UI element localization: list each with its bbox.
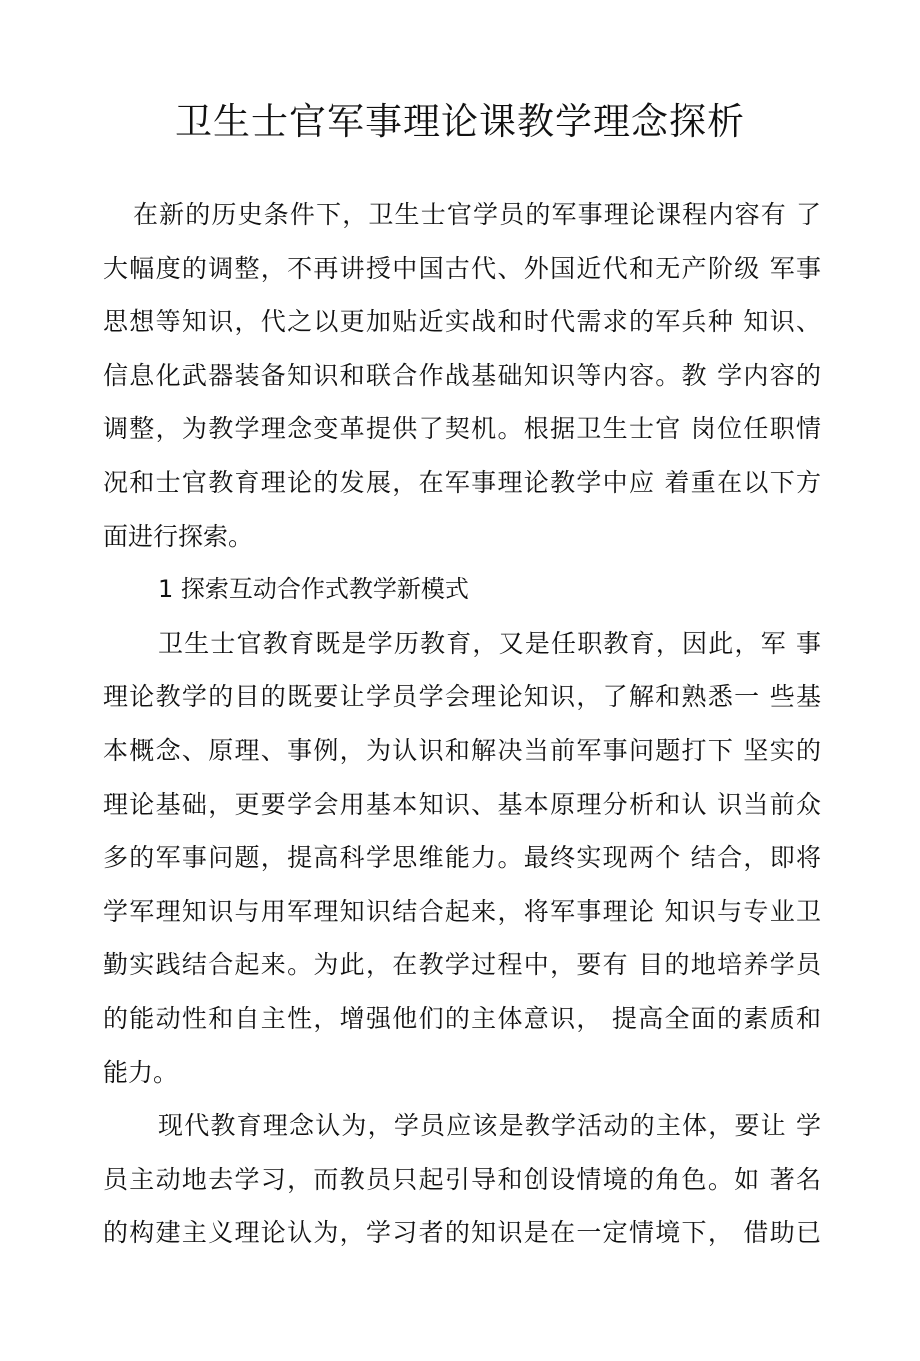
text-line: 勤实践结合起来。为此，在教学过程中，要有 目的地培养学员: [103, 950, 821, 980]
text-line: 现代教育理念认为，学员应该是教学活动的主体，要让 学: [158, 1111, 821, 1141]
text-line: 调整，为教学理念变革提供了契机。根据卫生士官 岗位任职情: [103, 414, 821, 444]
text-line: 能力。: [103, 1057, 179, 1087]
document-title: 卫生士官军事理论课教学理念探析: [175, 99, 745, 143]
text-line: 的构建主义理论认为，学习者的知识是在一定情境下， 借助已: [103, 1218, 821, 1248]
text-line: 员主动地去学习，而教员只起引导和创设情境的角色。如 著名: [103, 1164, 821, 1194]
text-line: 况和士官教育理论的发展，在军事理论教学中应 着重在以下方: [103, 467, 821, 497]
text-line: 大幅度的调整，不再讲授中国古代、外国近代和无产阶级 军事: [103, 253, 821, 283]
paragraph-section-1: [103, 617, 821, 1099]
paragraph-intro: [103, 188, 821, 563]
text-line: 本概念、原理、事例，为认识和解决当前军事问题打下 坚实的: [103, 735, 821, 765]
text-line: 面进行探索。: [103, 521, 254, 551]
text-line: 理论教学的目的既要让学员学会理论知识，了解和熟悉一 些基: [103, 682, 821, 712]
text-line: 卫生士官教育既是学历教育，又是任职教育，因此，军 事: [158, 628, 821, 658]
text-line: 思想等知识，代之以更加贴近实战和时代需求的军兵种 知识、: [103, 307, 821, 337]
text-line: 学军理知识与用军理知识结合起来，将军事理论 知识与专业卫: [103, 896, 821, 926]
paragraph-section-2: [103, 1099, 821, 1260]
text-line: 在新的历史条件下，卫生士官学员的军事理论课程内容有 了: [133, 200, 821, 229]
text-line: 信息化武器装备知识和联合作战基础知识等内容。教 学内容的: [103, 360, 821, 390]
document-body: [103, 188, 821, 1260]
section-heading: 1 探索互动合作式教学新模式: [158, 575, 469, 604]
text-line: 的能动性和自主性，增强他们的主体意识， 提高全面的素质和: [103, 1003, 821, 1033]
text-line: 理论基础，更要学会用基本知识、基本原理分析和认 识当前众: [103, 789, 821, 819]
text-line: 多的军事问题，提高科学思维能力。最终实现两个 结合，即将: [103, 843, 821, 873]
